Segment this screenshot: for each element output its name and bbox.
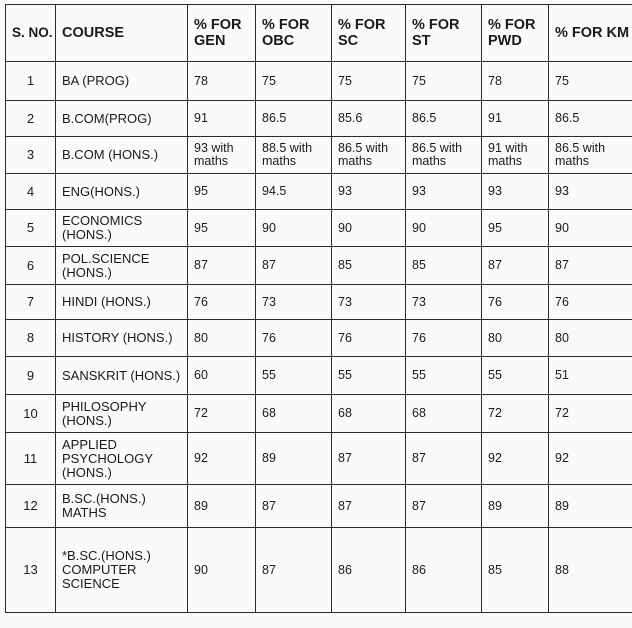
table-row — [6, 62, 632, 101]
cell-pwd: 55 — [482, 357, 549, 395]
cell-sno: 12 — [6, 485, 56, 528]
header-obc: % FOR OBC — [256, 5, 332, 62]
cell-sno: 10 — [6, 395, 56, 433]
cell-pwd: 76 — [482, 285, 549, 320]
cell-pwd: 87 — [482, 247, 549, 285]
cell-st: 55 — [406, 357, 482, 395]
cell-km: 80 — [549, 320, 632, 357]
cell-obc: 88.5 with maths — [256, 137, 332, 174]
table-row — [6, 137, 632, 174]
cell-st: 86.5 with maths — [406, 137, 482, 174]
cell-gen: 95 — [188, 210, 256, 247]
cell-km: 87 — [549, 247, 632, 285]
header-st: % FOR ST — [406, 5, 482, 62]
cell-sno: 8 — [6, 320, 56, 357]
cell-sc: 76 — [332, 320, 406, 357]
cell-course: BA (PROG) — [56, 62, 188, 101]
cell-gen: 72 — [188, 395, 256, 433]
cell-sc: 68 — [332, 395, 406, 433]
header-row — [6, 5, 632, 62]
cell-sno: 4 — [6, 174, 56, 210]
cell-sc: 85.6 — [332, 101, 406, 137]
cell-km: 88 — [549, 528, 632, 613]
table-row — [6, 528, 632, 613]
cell-sno: 3 — [6, 137, 56, 174]
cell-st: 87 — [406, 433, 482, 485]
cell-obc: 68 — [256, 395, 332, 433]
table-row — [6, 433, 632, 485]
table-row — [6, 485, 632, 528]
cell-st: 93 — [406, 174, 482, 210]
cell-st: 85 — [406, 247, 482, 285]
cell-km: 86.5 with maths — [549, 137, 632, 174]
header-course: COURSE — [56, 5, 188, 62]
cell-sno: 7 — [6, 285, 56, 320]
table-row — [6, 210, 632, 247]
cell-course: HISTORY (HONS.) — [56, 320, 188, 357]
cell-st: 75 — [406, 62, 482, 101]
cell-gen: 95 — [188, 174, 256, 210]
cell-sc: 87 — [332, 485, 406, 528]
cell-pwd: 85 — [482, 528, 549, 613]
cell-course: PHILOSOPHY (HONS.) — [56, 395, 188, 433]
cell-km: 75 — [549, 62, 632, 101]
cell-st: 86.5 — [406, 101, 482, 137]
header-sno: S. NO. — [6, 5, 56, 62]
cell-st: 86 — [406, 528, 482, 613]
table-row — [6, 247, 632, 285]
cell-course: B.COM (HONS.) — [56, 137, 188, 174]
cell-gen: 80 — [188, 320, 256, 357]
cell-sno: 6 — [6, 247, 56, 285]
cell-course: SANSKRIT (HONS.) — [56, 357, 188, 395]
header-km: % FOR KM — [549, 5, 632, 62]
cell-gen: 60 — [188, 357, 256, 395]
cell-km: 72 — [549, 395, 632, 433]
cell-obc: 87 — [256, 485, 332, 528]
cell-sc: 73 — [332, 285, 406, 320]
cell-pwd: 78 — [482, 62, 549, 101]
header-sc: % FOR SC — [332, 5, 406, 62]
table-row — [6, 285, 632, 320]
cell-course: HINDI (HONS.) — [56, 285, 188, 320]
cell-obc: 87 — [256, 247, 332, 285]
cell-km: 76 — [549, 285, 632, 320]
cell-course: POL.SCIENCE (HONS.) — [56, 247, 188, 285]
cutoff-table — [5, 4, 632, 613]
cell-course: *B.SC.(HONS.) COMPUTER SCIENCE — [56, 528, 188, 613]
cell-sno: 13 — [6, 528, 56, 613]
cell-obc: 89 — [256, 433, 332, 485]
cell-st: 87 — [406, 485, 482, 528]
cell-course: ENG(HONS.) — [56, 174, 188, 210]
cell-obc: 76 — [256, 320, 332, 357]
cell-st: 73 — [406, 285, 482, 320]
cell-sno: 2 — [6, 101, 56, 137]
cell-sc: 85 — [332, 247, 406, 285]
table-row — [6, 174, 632, 210]
header-gen: % FOR GEN — [188, 5, 256, 62]
cell-course: APPLIED PSYCHOLOGY (HONS.) — [56, 433, 188, 485]
cell-pwd: 72 — [482, 395, 549, 433]
cell-obc: 75 — [256, 62, 332, 101]
cell-obc: 87 — [256, 528, 332, 613]
cell-pwd: 91 with maths — [482, 137, 549, 174]
cell-gen: 78 — [188, 62, 256, 101]
cell-gen: 87 — [188, 247, 256, 285]
cell-sc: 86 — [332, 528, 406, 613]
cell-obc: 86.5 — [256, 101, 332, 137]
cell-pwd: 91 — [482, 101, 549, 137]
cell-pwd: 80 — [482, 320, 549, 357]
cell-pwd: 89 — [482, 485, 549, 528]
cell-sc: 75 — [332, 62, 406, 101]
cell-pwd: 93 — [482, 174, 549, 210]
cell-km: 93 — [549, 174, 632, 210]
table-row — [6, 395, 632, 433]
table-row — [6, 357, 632, 395]
cell-sno: 11 — [6, 433, 56, 485]
cell-gen: 93 with maths — [188, 137, 256, 174]
cell-course: B.SC.(HONS.) MATHS — [56, 485, 188, 528]
cell-gen: 76 — [188, 285, 256, 320]
cell-gen: 91 — [188, 101, 256, 137]
table-row — [6, 101, 632, 137]
cell-st: 90 — [406, 210, 482, 247]
cell-obc: 73 — [256, 285, 332, 320]
cell-km: 51 — [549, 357, 632, 395]
cell-pwd: 95 — [482, 210, 549, 247]
cell-sno: 1 — [6, 62, 56, 101]
cell-obc: 94.5 — [256, 174, 332, 210]
cell-sc: 90 — [332, 210, 406, 247]
cell-gen: 92 — [188, 433, 256, 485]
cell-sc: 93 — [332, 174, 406, 210]
cell-obc: 90 — [256, 210, 332, 247]
cell-km: 89 — [549, 485, 632, 528]
cell-sc: 86.5 with maths — [332, 137, 406, 174]
cell-obc: 55 — [256, 357, 332, 395]
cell-gen: 90 — [188, 528, 256, 613]
cell-km: 90 — [549, 210, 632, 247]
cell-sc: 87 — [332, 433, 406, 485]
cell-gen: 89 — [188, 485, 256, 528]
table-row — [6, 320, 632, 357]
cell-km: 92 — [549, 433, 632, 485]
cell-sno: 5 — [6, 210, 56, 247]
cell-course: B.COM(PROG) — [56, 101, 188, 137]
cell-st: 76 — [406, 320, 482, 357]
cell-st: 68 — [406, 395, 482, 433]
cell-sno: 9 — [6, 357, 56, 395]
cell-pwd: 92 — [482, 433, 549, 485]
cell-sc: 55 — [332, 357, 406, 395]
cell-course: ECONOMICS (HONS.) — [56, 210, 188, 247]
table-body — [6, 62, 632, 613]
cell-km: 86.5 — [549, 101, 632, 137]
header-pwd: % FOR PWD — [482, 5, 549, 62]
